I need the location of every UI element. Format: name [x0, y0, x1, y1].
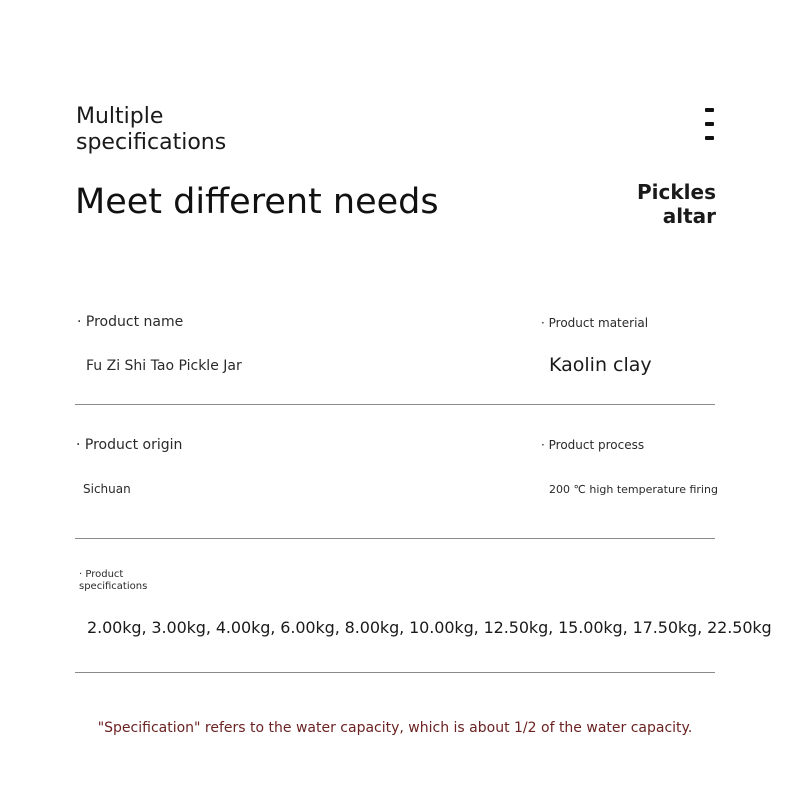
- product-material-value: Kaolin clay: [549, 354, 652, 376]
- menu-bar: [705, 136, 714, 140]
- menu-bar: [705, 122, 714, 126]
- specification-note: "Specification" refers to the water capacity, which is about 1/2 of the water capacity.: [97, 720, 693, 736]
- page-title: Meet different needs: [75, 182, 439, 222]
- product-specifications-label: · Product specifications: [79, 569, 148, 592]
- menu-bar: [705, 108, 714, 112]
- product-specifications-value: 2.00kg, 3.00kg, 4.00kg, 6.00kg, 8.00kg, 10.00kg, 12.50kg, 15.00kg, 17.50kg, 22.50kg: [87, 618, 772, 637]
- divider: [75, 538, 715, 539]
- product-name-label: · Product name: [77, 314, 184, 330]
- product-origin-label: · Product origin: [76, 437, 183, 453]
- subtitle: Multiple specifications: [76, 104, 227, 155]
- product-name-value: Fu Zi Shi Tao Pickle Jar: [86, 358, 242, 374]
- product-process-label: · Product process: [541, 438, 645, 452]
- divider: [75, 672, 715, 673]
- brand-name: Pickles altar: [637, 180, 716, 228]
- product-material-label: · Product material: [541, 316, 649, 330]
- product-origin-value: Sichuan: [83, 482, 131, 496]
- menu-icon[interactable]: [704, 108, 714, 140]
- divider: [75, 404, 715, 405]
- product-process-value: 200 ℃ high temperature firing: [549, 483, 718, 496]
